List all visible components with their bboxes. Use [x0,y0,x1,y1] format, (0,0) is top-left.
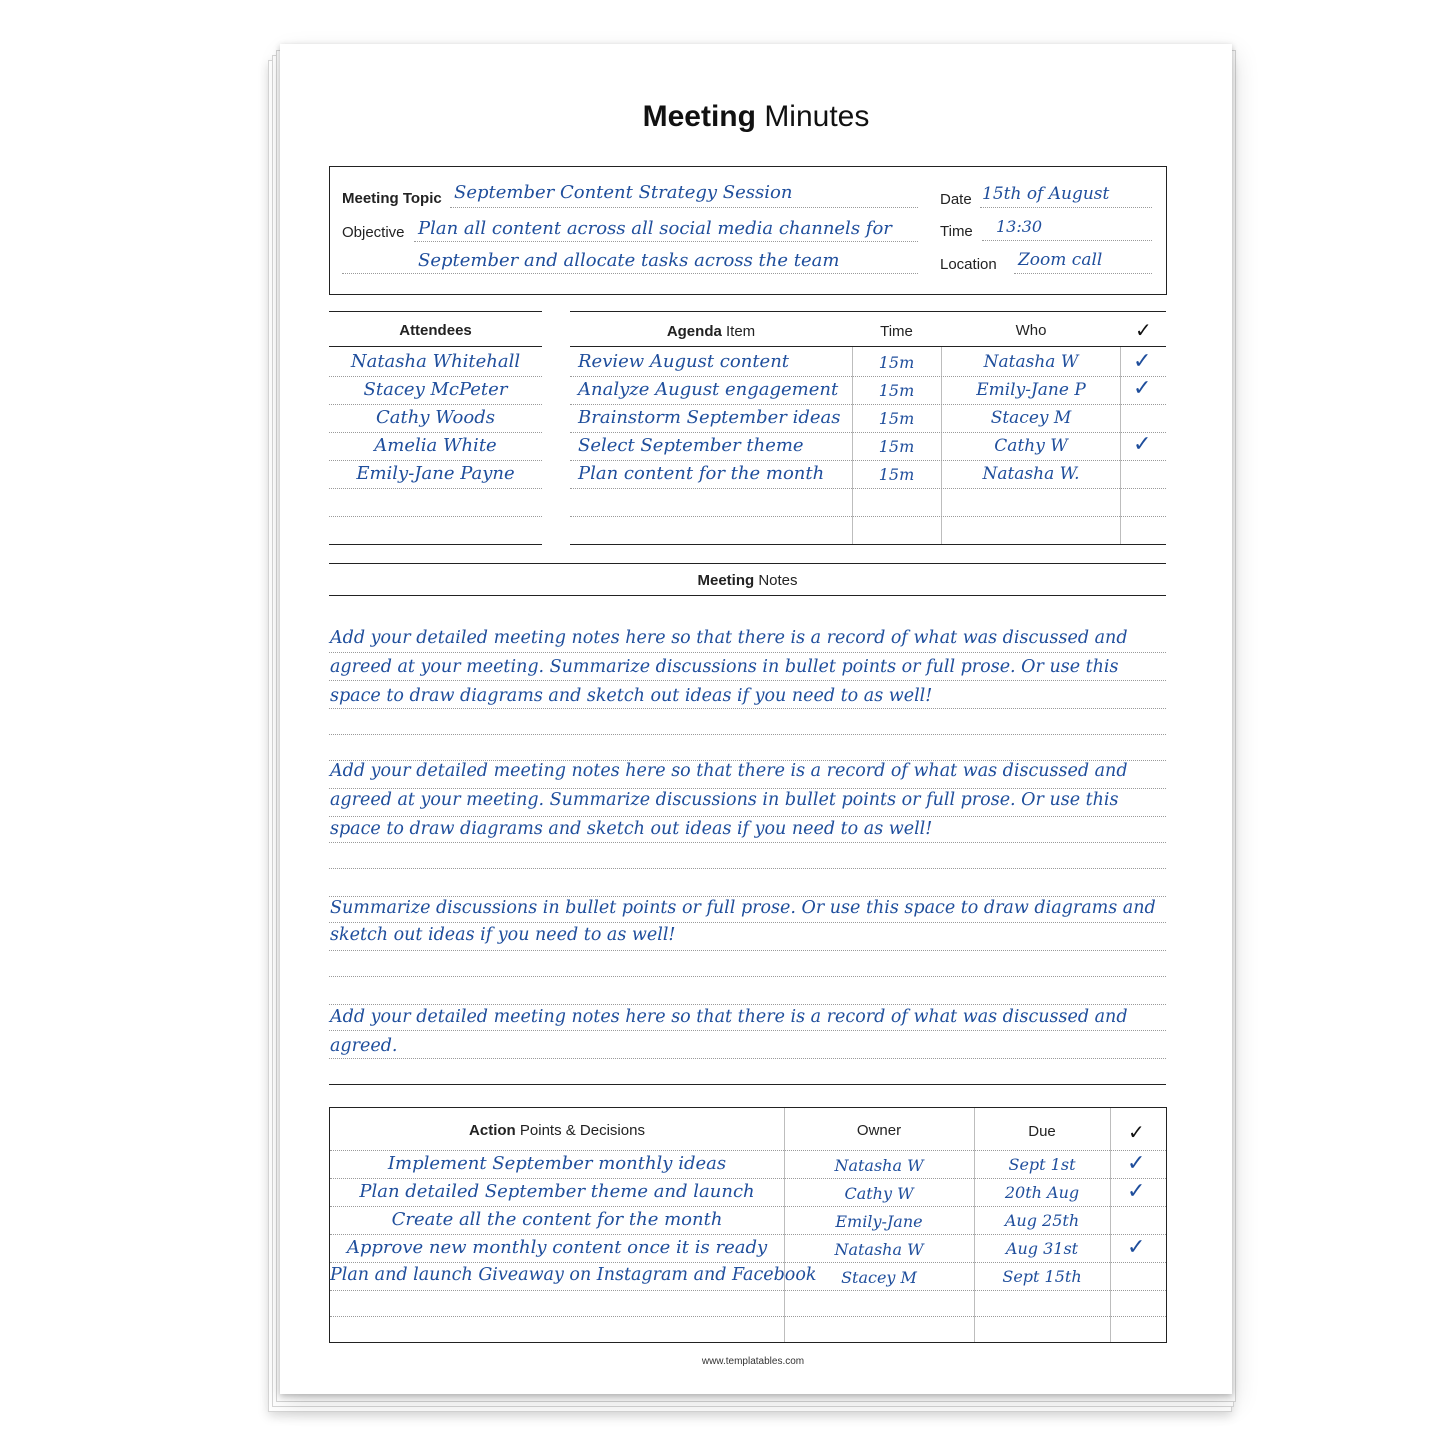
action-due[interactable]: Aug 31st [1005,1239,1079,1258]
action-rule [330,1206,1166,1207]
notes-paragraph[interactable]: Add your detailed meeting notes here so that there is a record of what was discussed and agreed at your meeting. Summarize discussions in bullet points or full prose. Or use this space to draw diagrams and sketch out ideas if you need to as well! [330,628,1128,706]
meeting-info-box [329,166,1167,295]
agenda-time[interactable]: 15m [878,465,915,484]
action-rule [330,1316,1166,1317]
agenda-time-heading: Time [880,323,913,340]
agenda-time[interactable]: 15m [878,409,915,428]
topic-value[interactable]: September Content Strategy Session [454,182,793,203]
title-rest: Minutes [764,100,870,133]
attendee-name[interactable]: Emily-Jane Payne [356,463,515,484]
action-points-box [329,1107,1167,1343]
agenda-time[interactable]: 15m [878,437,915,456]
agenda-who[interactable]: Cathy W [994,436,1068,456]
attendee-name[interactable]: Stacey McPeter [363,379,508,400]
objective-line-1-rule [414,241,918,242]
notes-header-rule [329,595,1166,596]
attendee-name[interactable]: Amelia White [374,435,497,456]
attendees-bottom-rule [329,544,542,545]
action-rule [330,1262,1166,1263]
action-rule [330,1178,1166,1179]
location-value[interactable]: Zoom call [1018,250,1103,270]
agenda-rule [570,460,1166,461]
agenda-rule [570,404,1166,405]
footer-url[interactable]: www.templatables.com [701,1356,805,1367]
agenda-item[interactable]: Brainstorm September ideas [578,407,841,428]
agenda-rule [570,516,1166,517]
location-line [1014,273,1152,274]
date-label: Date [940,191,972,208]
date-value[interactable]: 15th of August [982,184,1110,204]
agenda-who-heading: Who [1015,322,1047,339]
action-check-icon[interactable]: ✓ [1127,1150,1146,1175]
attendee-name[interactable]: Natasha Whitehall [350,351,521,372]
agenda-header-rule [570,346,1166,347]
topic-line [450,207,918,208]
due-heading: Due [1028,1123,1056,1140]
agenda-rule [570,432,1166,433]
page-title [280,100,1232,134]
agenda-top-rule [570,311,1166,312]
attendee-name[interactable]: Cathy Woods [376,407,495,428]
action-item[interactable]: Implement September monthly ideas [387,1153,727,1174]
action-owner[interactable]: Natasha W [834,1240,924,1259]
time-value[interactable]: 13:30 [996,217,1043,236]
action-item[interactable]: Plan detailed September theme and launch [359,1181,755,1202]
action-item[interactable]: Approve new monthly content once it is ready [346,1237,768,1258]
action-check-icon[interactable]: ✓ [1127,1178,1146,1203]
agenda-rule [570,488,1166,489]
notes-bottom-rule [329,1084,1166,1085]
objective-line-1[interactable]: Plan all content across all social media channels for [418,218,892,239]
action-rule [330,1234,1166,1235]
time-label: Time [940,223,973,240]
action-due[interactable]: 20th Aug [1004,1183,1080,1202]
notes-rule [329,868,1166,869]
notes-top-rule [329,563,1166,564]
action-due[interactable]: Sept 1st [1008,1155,1076,1174]
location-label: Location [940,256,997,273]
action-rule [330,1290,1166,1291]
agenda-who[interactable]: Natasha W. [982,464,1080,484]
date-line [980,207,1152,208]
agenda-item[interactable]: Analyze August engagement [578,379,839,400]
action-owner[interactable]: Cathy W [844,1184,914,1203]
agenda-check-heading-icon: ✓ [1135,320,1152,342]
notes-rule [329,976,1166,977]
action-owner[interactable]: Emily-Jane [835,1212,923,1231]
agenda-check-icon[interactable]: ✓ [1133,431,1152,456]
objective-line-2-rule [342,273,918,274]
action-rule [330,1150,1166,1151]
agenda-check-icon[interactable]: ✓ [1133,348,1152,373]
action-check-icon[interactable]: ✓ [1127,1234,1146,1259]
meeting-minutes-sheet [280,44,1232,1394]
attendees-header-rule [329,346,542,347]
time-line [982,240,1152,241]
objective-label: Objective [342,224,405,241]
attendee-rule [329,432,542,433]
attendee-rule [329,376,542,377]
objective-line-2[interactable]: September and allocate tasks across the team [418,250,840,271]
action-col-divider [1110,1108,1111,1342]
action-check-heading-icon: ✓ [1128,1122,1145,1144]
notes-paragraph[interactable]: Summarize discussions in bullet points or full prose. Or use this space to draw diagrams and sketch out ideas if you need to as well! [330,898,1156,945]
action-item[interactable]: Create all the content for the month [391,1209,723,1230]
agenda-heading: Agenda Item [666,323,756,340]
agenda-check-icon[interactable]: ✓ [1133,375,1152,400]
attendee-rule [329,460,542,461]
notes-heading: Meeting Notes [697,572,798,589]
attendees-heading: Attendees [399,322,472,339]
action-due[interactable]: Aug 25th [1004,1211,1080,1230]
agenda-bottom-rule [570,544,1166,545]
agenda-who[interactable]: Emily-Jane P [976,380,1086,400]
action-due[interactable]: Sept 15th [1002,1267,1082,1286]
notes-rule [329,734,1166,735]
agenda-who[interactable]: Natasha W [983,352,1079,372]
agenda-time[interactable]: 15m [878,353,915,372]
attendees-top-rule [329,311,542,312]
title-bold: Meeting [642,100,756,133]
action-owner[interactable]: Natasha W [834,1156,924,1175]
notes-rule [329,950,1166,951]
notes-paragraph[interactable]: Add your detailed meeting notes here so that there is a record of what was discussed and agreed at your meeting. Summarize discussions in bullet points or full prose. Or use this space to draw diagrams and sketch out ideas if you need to as well! [330,761,1128,839]
action-item[interactable]: Plan and launch Giveaway on Instagram and Facebook [330,1265,817,1285]
attendee-rule [329,488,542,489]
attendee-rule [329,516,542,517]
agenda-item[interactable]: Review August content [578,351,790,372]
agenda-who[interactable]: Stacey M [990,408,1072,428]
attendee-rule [329,404,542,405]
notes-paragraph[interactable]: Add your detailed meeting notes here so that there is a record of what was discussed and agreed. [330,1007,1128,1056]
agenda-time[interactable]: 15m [878,381,915,400]
agenda-rule [570,376,1166,377]
topic-label: Meeting Topic [342,190,442,207]
action-heading: Action Points & Decisions [469,1122,645,1139]
owner-heading: Owner [856,1122,902,1139]
action-owner[interactable]: Stacey M [841,1268,917,1287]
agenda-item[interactable]: Plan content for the month [578,463,825,484]
agenda-item[interactable]: Select September theme [578,435,804,456]
